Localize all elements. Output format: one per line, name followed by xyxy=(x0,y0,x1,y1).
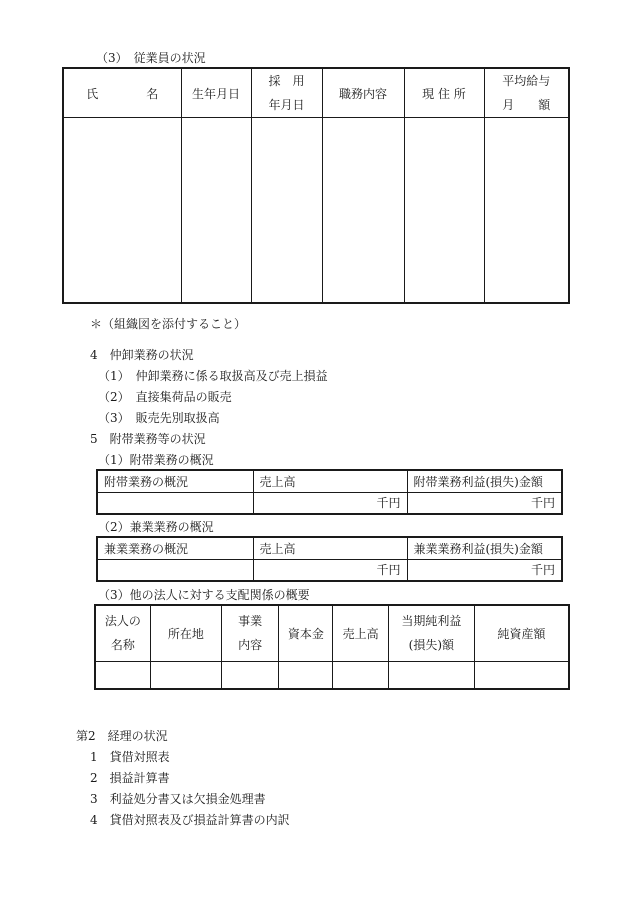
control-relationship-table xyxy=(94,604,570,690)
ancillary-business-table xyxy=(96,469,563,515)
list-item: 2 損益計算書 xyxy=(90,771,170,785)
header-duty: 職務内容 xyxy=(322,68,404,118)
cell-salary xyxy=(484,118,569,303)
side-business-table xyxy=(96,536,563,582)
table-row xyxy=(95,661,569,689)
cell-duty xyxy=(322,118,404,303)
unit-thousand-yen: 千円 xyxy=(253,559,407,581)
header-side-overview: 兼業業務の概況 xyxy=(97,537,253,559)
section-title-wholesale: 4 仲卸業務の状況 xyxy=(90,348,194,362)
header-capital: 資本金 xyxy=(279,605,333,661)
list-item: （2） 直接集荷品の販売 xyxy=(98,390,232,404)
header-name: 氏 名 xyxy=(63,68,181,118)
section-title-ancillary: 5 附帯業務等の状況 xyxy=(90,432,206,446)
cell-overview xyxy=(97,492,253,514)
list-item: （1） 仲卸業務に係る取扱高及び売上損益 xyxy=(98,369,328,383)
header-ancillary-overview: 附帯業務の概況 xyxy=(97,470,253,492)
unit-thousand-yen: 千円 xyxy=(407,492,562,514)
header-sales: 売上高 xyxy=(253,537,407,559)
header-sales: 売上高 xyxy=(253,470,407,492)
header-corp-name: 法人の 名称 xyxy=(95,605,150,661)
header-net-assets: 純資産額 xyxy=(475,605,569,661)
section-title-accounting: 第2 経理の状況 xyxy=(76,729,168,743)
cell-overview xyxy=(97,559,253,581)
header-address: 現 住 所 xyxy=(404,68,484,118)
unit-thousand-yen: 千円 xyxy=(407,559,562,581)
subsection-title-side-business: （2）兼業業務の概況 xyxy=(98,520,214,534)
cell-hire xyxy=(251,118,322,303)
section-title-employees: （3） 従業員の状況 xyxy=(96,51,206,65)
header-location: 所在地 xyxy=(150,605,221,661)
cell-name xyxy=(63,118,181,303)
list-item: （3） 販売先別取扱高 xyxy=(98,411,220,425)
list-item: 3 利益処分書又は欠損金処理書 xyxy=(90,792,266,806)
cell-birth xyxy=(181,118,251,303)
header-side-profit: 兼業業務利益(損失)金額 xyxy=(407,537,562,559)
header-net-profit: 当期純利益 (損失)額 xyxy=(388,605,474,661)
org-chart-note: ＊（組織図を添付すること） xyxy=(90,317,247,331)
header-business: 事業 内容 xyxy=(222,605,279,661)
table-row xyxy=(63,118,569,303)
cell-address xyxy=(404,118,484,303)
subsection-title-ancillary: （1）附帯業務の概況 xyxy=(98,453,214,467)
subsection-title-control: （3）他の法人に対する支配関係の概要 xyxy=(98,588,310,602)
header-hire-date: 採 用 年月日 xyxy=(251,68,322,118)
table-row xyxy=(97,492,562,514)
employee-table xyxy=(62,67,570,304)
list-item: 4 貸借対照表及び損益計算書の内訳 xyxy=(90,813,290,827)
header-sales: 売上高 xyxy=(333,605,388,661)
header-birth-date: 生年月日 xyxy=(181,68,251,118)
header-ancillary-profit: 附帯業務利益(損失)金額 xyxy=(407,470,562,492)
table-row xyxy=(97,559,562,581)
header-salary: 平均給与 月 額 xyxy=(484,68,569,118)
unit-thousand-yen: 千円 xyxy=(253,492,407,514)
list-item: 1 貸借対照表 xyxy=(90,750,170,764)
